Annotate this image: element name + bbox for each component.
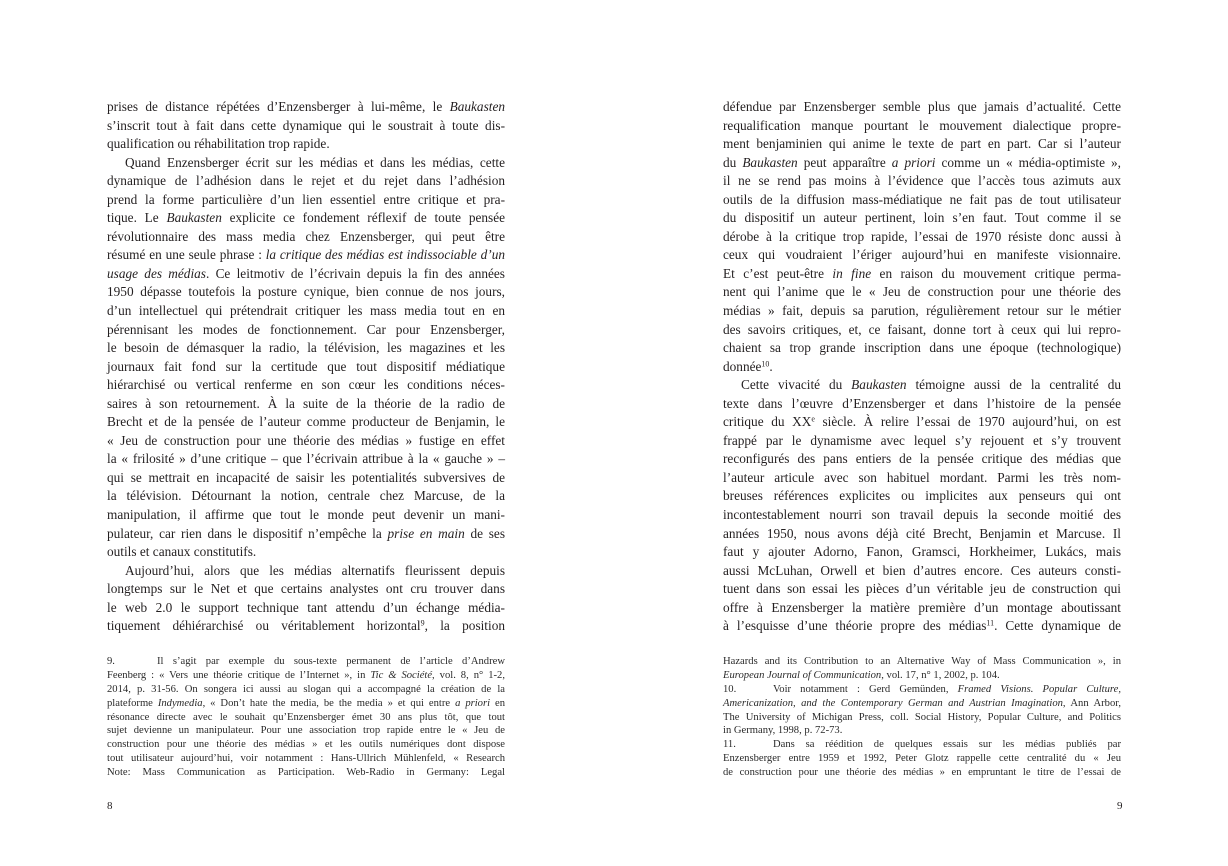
- italic-text: Baukasten: [742, 154, 798, 170]
- text: saires à son retournement. À la suite de la théorie de la radio de: [107, 395, 505, 411]
- text: explicite ce fondement réflexif de toute pensée: [221, 210, 505, 226]
- text-line: [107, 376, 505, 395]
- text: . Cette dynamique de: [994, 618, 1121, 634]
- text: pérennisant les modes de fonctionnement. Car pour Enzensberger,: [107, 321, 505, 337]
- text-line: [107, 265, 505, 284]
- text: s’inscrit tout à fait dans cette dynamique qui le soustrait à toute dis-: [107, 117, 505, 133]
- text-line: [723, 265, 1121, 284]
- italic-text: prise en main: [387, 525, 465, 541]
- footnote-number: 9.: [107, 656, 115, 667]
- italic-text: a priori: [891, 154, 936, 170]
- text-line: [107, 580, 505, 599]
- text-line: [723, 358, 1121, 377]
- text-line: [107, 154, 505, 173]
- text-line: [723, 395, 1121, 414]
- text: résonance directe avec le souhait qu’Enzensberger émet 30 ans plus tôt, que tout: [107, 711, 505, 723]
- text-line: [107, 246, 505, 265]
- text-line: [723, 283, 1121, 302]
- italic-text: Tic & Société: [370, 669, 433, 681]
- text: d’un intellectuel qui prétendrait critiquer les mass media tout en en: [107, 303, 505, 319]
- text-line: [107, 228, 505, 247]
- text: nent qui l’anime que le « Jeu de construction pour une théorie des: [723, 284, 1121, 300]
- text-line: [723, 617, 1121, 636]
- text: Dans sa réédition de quelques essais sur les médias publiés par: [773, 739, 1121, 751]
- text: , Ann Arbor,: [1062, 697, 1122, 709]
- text-line: [723, 697, 1121, 711]
- text: des savoirs critiques, et, ce faisant, donne tort à ceux qui lui repro-: [723, 321, 1121, 337]
- italic-text: Indymedia: [157, 697, 203, 709]
- text-line: [723, 413, 1121, 432]
- text-line: [723, 599, 1121, 618]
- text-line: [107, 432, 505, 451]
- text: comme un « média-optimiste »,: [935, 154, 1122, 170]
- text-line: [723, 191, 1121, 210]
- text-line: [107, 302, 505, 321]
- text: prises de distance répétées d’Enzensberger à lui-même, le: [107, 99, 450, 114]
- italic-text: in fine: [832, 265, 872, 281]
- text: le web 2.0 le support technique tant attendu d’un échange média-: [107, 599, 505, 615]
- text: résumé en une seule phrase :: [107, 247, 266, 263]
- text: Voir notamment : Gerd Gemünden,: [773, 683, 958, 695]
- text: révolutionnaire des mass media chez Enzensberger, qui peut être: [107, 228, 505, 244]
- text: la télévision. Détournant la notion, centrale chez Marcuse, de la: [107, 488, 505, 504]
- text: Feenberg : « Vers une théorie critique de l’Internet », in: [107, 669, 371, 681]
- text-line: [107, 358, 505, 377]
- text-line: [107, 738, 505, 752]
- text-line: [723, 711, 1121, 725]
- text: de ses: [464, 525, 506, 541]
- italic-text: a priori: [455, 697, 491, 709]
- text-line: [107, 98, 505, 117]
- text-line: [107, 655, 505, 669]
- text: breuses références explicites ou implicites aux penseurs qui ont: [723, 488, 1121, 504]
- text-line: [107, 752, 505, 766]
- italic-text: usage des médias: [107, 265, 206, 281]
- text: , vol. 17, n° 1, 2002, p. 104.: [881, 669, 1000, 681]
- text: la « frilosité » d’une critique – que l’écrivain attribue à la « gauche » –: [107, 451, 505, 467]
- text: outils et canaux constitutifs.: [107, 544, 257, 560]
- text: requalification manque pourtant le mouvement dialectique propre-: [723, 117, 1121, 133]
- text-line: [723, 376, 1121, 395]
- text: qualification ou réhabilitation trop rapide.: [107, 136, 330, 152]
- text: frappé par le dynamisme avec lequel s’y rejouent et s’y trouvent: [723, 432, 1121, 448]
- text: tout utilisateur aujourd’hui, voir notamment : Hans-Ullrich Mühlenfeld, « Research: [107, 753, 505, 765]
- italic-text: European Journal of Communication: [723, 669, 882, 681]
- text: il ne se rend pas moins à l’évidence que l’accès tous azimuts aux: [723, 173, 1121, 189]
- text: sujet devienne un manipulateur. Pour une association trop rapide entre le « Jeu de: [107, 725, 505, 737]
- page-number: 8: [107, 800, 113, 812]
- text: dynamique de l’adhésion dans le rejet et du rejet dans l’adhésion: [107, 173, 505, 189]
- note-reference: 11: [986, 618, 995, 628]
- text-line: [107, 209, 505, 228]
- text-line: [723, 683, 1121, 697]
- italic-text: la critique des médias est indissociable d’un: [265, 247, 506, 263]
- text: de construction pour une théorie des médias » en empruntant le titre de l’essai de: [723, 767, 1121, 779]
- text: chaient sa trop grande inscription dans une époque (technologique): [723, 340, 1121, 356]
- text-line: [723, 209, 1121, 228]
- text: tiquement déhiérarchisé ou véritablement horizontal: [107, 618, 421, 634]
- text: construction pour une théorie des médias » et les outils numériques dont dispose: [107, 739, 505, 751]
- text: qui se mettrait en incapacité de saisir les potentialités subversives de: [107, 469, 505, 485]
- note-reference: 9: [420, 618, 425, 628]
- text-line: [723, 766, 1121, 780]
- text: « Jeu de construction pour une théorie des médias » fustige en effet: [107, 432, 505, 448]
- text-line: [723, 487, 1121, 506]
- footnote: [723, 655, 1121, 683]
- text: Aujourd’hui, alors que les médias alternatifs fleurissent depuis: [125, 562, 505, 578]
- text-line: [723, 172, 1121, 191]
- italic-text: Baukasten: [166, 210, 222, 226]
- text-line: [107, 339, 505, 358]
- text-line: [107, 669, 505, 683]
- footnotes: [107, 655, 505, 780]
- text-line: [723, 752, 1121, 766]
- text: offre à Enzensberger la matière première d’un montage aboutissant: [723, 599, 1121, 615]
- text-line: [723, 228, 1121, 247]
- text: pulateur, car rien dans le dispositif n’empêche la: [107, 525, 388, 541]
- right-page: [614, 0, 1228, 866]
- text-line: [723, 432, 1121, 451]
- text: critique du XX: [723, 414, 812, 430]
- text: prend la forme particulière d’un lien essentiel entre critique et pra-: [107, 191, 505, 207]
- text: , la position: [424, 618, 505, 634]
- text: Brecht et de la pensée de l’auteur comme producteur de Benjamin, le: [107, 414, 505, 430]
- text: reconfigurés des pans entiers de la pensée critique des médias que: [723, 451, 1121, 467]
- text: peut apparaître: [797, 154, 892, 170]
- footnote: [723, 683, 1121, 739]
- text: in Germany, 1998, p. 72-73.: [723, 725, 843, 737]
- footnote: [107, 655, 505, 780]
- text: années 1950, nous avons déjà cité Brecht, Benjamin et Marcuse. Il: [723, 525, 1121, 541]
- text-line: [107, 617, 505, 636]
- text: faut y ajouter Adorno, Fanon, Gramsci, Horkheimer, Lukács, mais: [723, 544, 1121, 560]
- footnote: [723, 738, 1121, 780]
- text-line: [107, 321, 505, 340]
- text-line: [107, 711, 505, 725]
- paragraph: [723, 376, 1121, 636]
- text-line: [107, 697, 505, 711]
- text: siècle. À relire l’essai de 1970 aujourd’hui, on est: [814, 414, 1121, 430]
- text: en raison du mouvement critique perma-: [871, 265, 1122, 281]
- text: en: [490, 697, 506, 709]
- text: donnée: [723, 358, 762, 374]
- text-line: [107, 543, 505, 562]
- text-line: [107, 562, 505, 581]
- paragraph: [107, 562, 505, 636]
- text: tique. Le: [107, 210, 167, 226]
- text: incontestablement nourri son travail depuis la seconde moitié des: [723, 507, 1121, 523]
- text: , vol. 8, n° 1-2,: [432, 669, 505, 681]
- text-line: [723, 98, 1121, 117]
- text: ceux qui voudraient l’ériger aujourd’hui en manifeste visionnaire.: [723, 247, 1121, 263]
- paragraph: [107, 154, 505, 562]
- text-line: [107, 135, 505, 154]
- text-line: [723, 655, 1121, 669]
- text-line: [723, 135, 1121, 154]
- italic-text: Baukasten: [449, 99, 505, 114]
- note-reference: 10: [761, 359, 770, 369]
- text-line: [723, 469, 1121, 488]
- text-line: [107, 191, 505, 210]
- text-line: [107, 724, 505, 738]
- text: l’auteur articule avec son habituel mordant. Parmi les très nom-: [723, 469, 1121, 485]
- text-line: [723, 562, 1121, 581]
- text: Et c’est peut-être: [723, 265, 833, 281]
- page-number: 9: [1117, 800, 1123, 812]
- text-line: [107, 766, 505, 780]
- body-text: [723, 98, 1121, 636]
- text-line: [723, 506, 1121, 525]
- footnote-number: 10.: [723, 683, 737, 695]
- text: manipulation, il affirme que tout le monde peut devenir un mani-: [107, 507, 505, 523]
- text: Hazards and its Contribution to an Alternative Way of Mass Communication », in: [723, 656, 1121, 667]
- text-line: [723, 321, 1121, 340]
- text-line: [723, 154, 1121, 173]
- text: témoigne aussi de la centralité du: [906, 377, 1121, 393]
- text: du: [723, 154, 743, 170]
- text: .: [769, 358, 773, 374]
- text: le besoin de démasquer la radio, la télévision, les magazines et les: [107, 340, 505, 356]
- text-line: [723, 525, 1121, 544]
- text-line: [723, 450, 1121, 469]
- text: hiérarchisé ou vertical renferme en son cœur les conditions néces-: [107, 377, 505, 393]
- text: The University of Michigan Press, coll. Social History, Popular Culture, and Politics: [723, 711, 1121, 723]
- text: outils de la diffusion mass-médiatique ne fait pas de tout utilisateur: [723, 191, 1121, 207]
- text-line: [107, 506, 505, 525]
- paragraph: [723, 98, 1121, 376]
- footnotes: [723, 655, 1121, 780]
- text: Cette vivacité du: [741, 377, 852, 393]
- text-line: [107, 283, 505, 302]
- text-line: [723, 580, 1121, 599]
- text-line: [107, 487, 505, 506]
- text-line: [723, 543, 1121, 562]
- text: aussi McLuhan, Orwell et bien d’autres encore. Ces auteurs consti-: [723, 562, 1121, 578]
- text: 1950 dépasse toutefois la posture cynique, bien connue de nos jours,: [107, 284, 505, 300]
- text-line: [107, 172, 505, 191]
- text: tuent dans son essai les pièces d’un véritable jeu de construction qui: [723, 581, 1121, 597]
- text: du dispositif un auteur pertinent, loin s’en faut. Tout comme il se: [723, 210, 1121, 226]
- text-line: [107, 525, 505, 544]
- text-line: [723, 724, 1121, 738]
- text: défendue par Enzensberger semble plus que jamais d’actualité. Cette: [723, 99, 1121, 114]
- text: , « Don’t hate the media, be the media » et qui entre: [202, 697, 456, 709]
- text-line: [723, 302, 1121, 321]
- text-line: [107, 413, 505, 432]
- text: à l’esquisse d’une théorie propre des médias: [723, 618, 987, 634]
- text: ment benjaminien qui anime le texte de part en part. Car si l’auteur: [723, 136, 1121, 152]
- body-text: [107, 98, 505, 636]
- text: texte dans l’œuvre d’Enzensberger et dans l’histoire de la pensée: [723, 395, 1121, 411]
- italic-text: Framed Visions. Popular Culture,: [957, 683, 1121, 695]
- text: . Ce leitmotiv de l’écrivain depuis la fin des années: [205, 265, 505, 281]
- footnote-number: 11.: [723, 739, 736, 751]
- text-line: [723, 339, 1121, 358]
- text-line: [107, 599, 505, 618]
- text-line: [723, 246, 1121, 265]
- italic-text: Baukasten: [851, 377, 907, 393]
- text: Quand Enzensberger écrit sur les médias et dans les médias, cette: [125, 154, 505, 170]
- text: longtemps sur le Net et que certains analystes ont cru trouver dans: [107, 581, 505, 597]
- text-line: [107, 450, 505, 469]
- text: journaux fait fond sur la certitude que tout dispositif médiatique: [107, 358, 505, 374]
- text: Enzensberger entre 1959 et 1992, Peter Glotz rappelle cette centralité du « Jeu: [723, 753, 1121, 765]
- text: 2014, p. 31-56. On songera ici aussi au slogan qui a accompagné la création de la: [107, 683, 505, 695]
- text-line: [723, 669, 1121, 683]
- text: médias » fait, depuis sa parution, régulièrement retour sur le métier: [723, 303, 1121, 319]
- text-line: [107, 117, 505, 136]
- text: Il s’agit par exemple du sous-texte permanent de l’article d’Andrew: [157, 656, 505, 667]
- paragraph: [107, 98, 505, 154]
- note-reference: e: [811, 414, 815, 424]
- italic-text: Americanization, and the Contemporary German and Austrian Imagination: [723, 697, 1063, 709]
- text-line: [723, 117, 1121, 136]
- text-line: [107, 469, 505, 488]
- text-line: [107, 395, 505, 414]
- text-line: [107, 683, 505, 697]
- text: Note: Mass Communication as Participation. Web-Radio in Germany: Legal: [107, 767, 505, 779]
- text: plateforme: [107, 697, 158, 709]
- text-line: [723, 738, 1121, 752]
- text: dérobe à la critique trop rapide, l’essai de 1970 résiste donc aussi à: [723, 228, 1121, 244]
